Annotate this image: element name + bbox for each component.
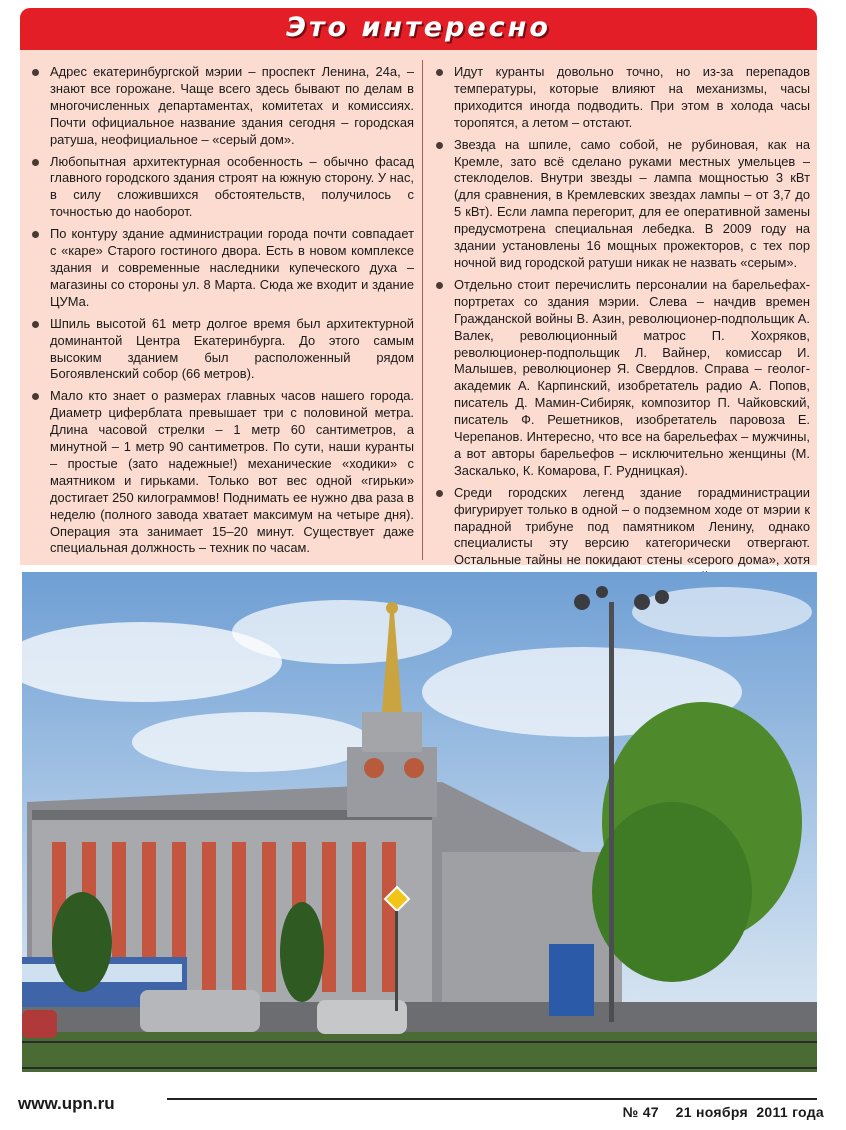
facts-box — [20, 50, 817, 568]
right-column — [434, 64, 810, 591]
column-divider — [422, 60, 423, 560]
footer-rule — [167, 1098, 817, 1100]
left-column — [30, 64, 414, 562]
city-hall-illustration — [22, 572, 817, 1072]
bullet-icon — [32, 231, 39, 238]
fact-item: Отдельно стоит перечислить персоналии на барельефах-портретах со здания мэрии. Слева – начдив времен Гражданской войны В. Азин, революционер-подпольщик А. Валек, революционный матрос П. Хохряков, революционер-подпольщик Л. Вайнер, комиссар И. Малышев, революционер Я. Свердлов. Справа – геолог-академик А. Карпинский, изобретатель радио А. Попов, писатель Д. Мамин-Сибиряк, композитор П. Чайковский, писатель Ф. Решетников, изобретатель паровоза Е. Черепанов. Интересно, что все на барельефах – мужчины, а вот авторы барельефов – исключительно женщины (М. Заскалько, К. Комарова, Г. Рудницкая). — [434, 277, 810, 480]
section-title: Это интересно — [286, 12, 551, 43]
city-hall-photo — [22, 572, 817, 1072]
bullet-icon — [436, 69, 443, 76]
fact-item: Среди городских легенд здание горадминистрации фигурирует только в одной – о подземном ходе от мэрии к парадной трибуне под памятником Ленину, однако специалисты эту версию категорически отвергают. Остальные тайны не покидают стены «серого дома», хотя — [434, 485, 810, 586]
bullet-icon — [436, 490, 443, 497]
fact-item: Адрес екатеринбургской мэрии – проспект Ленина, 24а, – знают все горожане. Чаще всего здесь бывают по делам в многочисленных департаментах, комитетах и комиссиях. Почти официальное название здания сегодня – городская ратуша, неофициальное – «серый дом». — [30, 64, 414, 149]
bullet-icon — [436, 282, 443, 289]
section-header — [20, 8, 817, 50]
bullet-icon — [32, 393, 39, 400]
fact-item: Любопытная архитектурная особенность – обычно фасад главного городского здания строят на южную сторону. У нас, в силу сложившихся обстоятельств, получилось с точностью до наоборот. — [30, 154, 414, 222]
fact-item: Мало кто знает о размерах главных часов нашего города. Диаметр циферблата превышает три с половиной метра. Длина часовой стрелки – 1 метр 60 сантиметров, а минутной – 1 метр 90 сантиметров. По сути, наши куранты – простые (зато надежные!) механические «ходики» с маятником и гирьками. Только вот вес одной «гирьки» достигает 250 килограммов! Поднимать ее нужно два раза в неделю (полного завода хватает максимум на четыре дня). Операция эта занимает 15–20 минут. Существует даже специальная должность – техник по часам. — [30, 388, 414, 557]
bullet-icon — [436, 142, 443, 149]
fact-item: По контуру здание администрации города почти совпадает с «каре» Старого гостиного двора. Есть в новом комплексе здания и современные наследники купеческого духа – магазины со стороны ул. 8 Марта. Сюда же входит и здание ЦУМа. — [30, 226, 414, 311]
site-url: www.upn.ru — [18, 1094, 115, 1113]
bullet-icon — [32, 69, 39, 76]
fact-item: Идут куранты довольно точно, но из-за перепадов температуры, которые влияют на механизмы, часы приходится иногда подводить. При этом в холода часы торопятся, а летом – отстают. — [434, 64, 810, 132]
issue-info: № 47 21 ноября 2011 года — [622, 1104, 824, 1120]
fact-item: Звезда на шпиле, само собой, не рубиновая, как на Кремле, зато всё сделано руками местных умельцев – стеклоделов. Внутри звезды – лампа мощностью 3 кВт (для сравнения, в Кремлевских звездах лампы – от 3,7 до 5 кВт). Если лампа перегорит, для ее оперативной замены предусмотрена специальная лебедка. В 2009 году на здании установлены 16 мощных прожекторов, с тех пор ночной вид городской ратуши никак не назвать «серым». — [434, 137, 810, 272]
bullet-icon — [32, 321, 39, 328]
bullet-icon — [32, 159, 39, 166]
fact-item: Шпиль высотой 61 метр долгое время был архитектурной доминантой Центра Екатеринбурга. До этого самым высоким зданием был расположенный рядом Богоявленский собор (66 метров). — [30, 316, 414, 384]
